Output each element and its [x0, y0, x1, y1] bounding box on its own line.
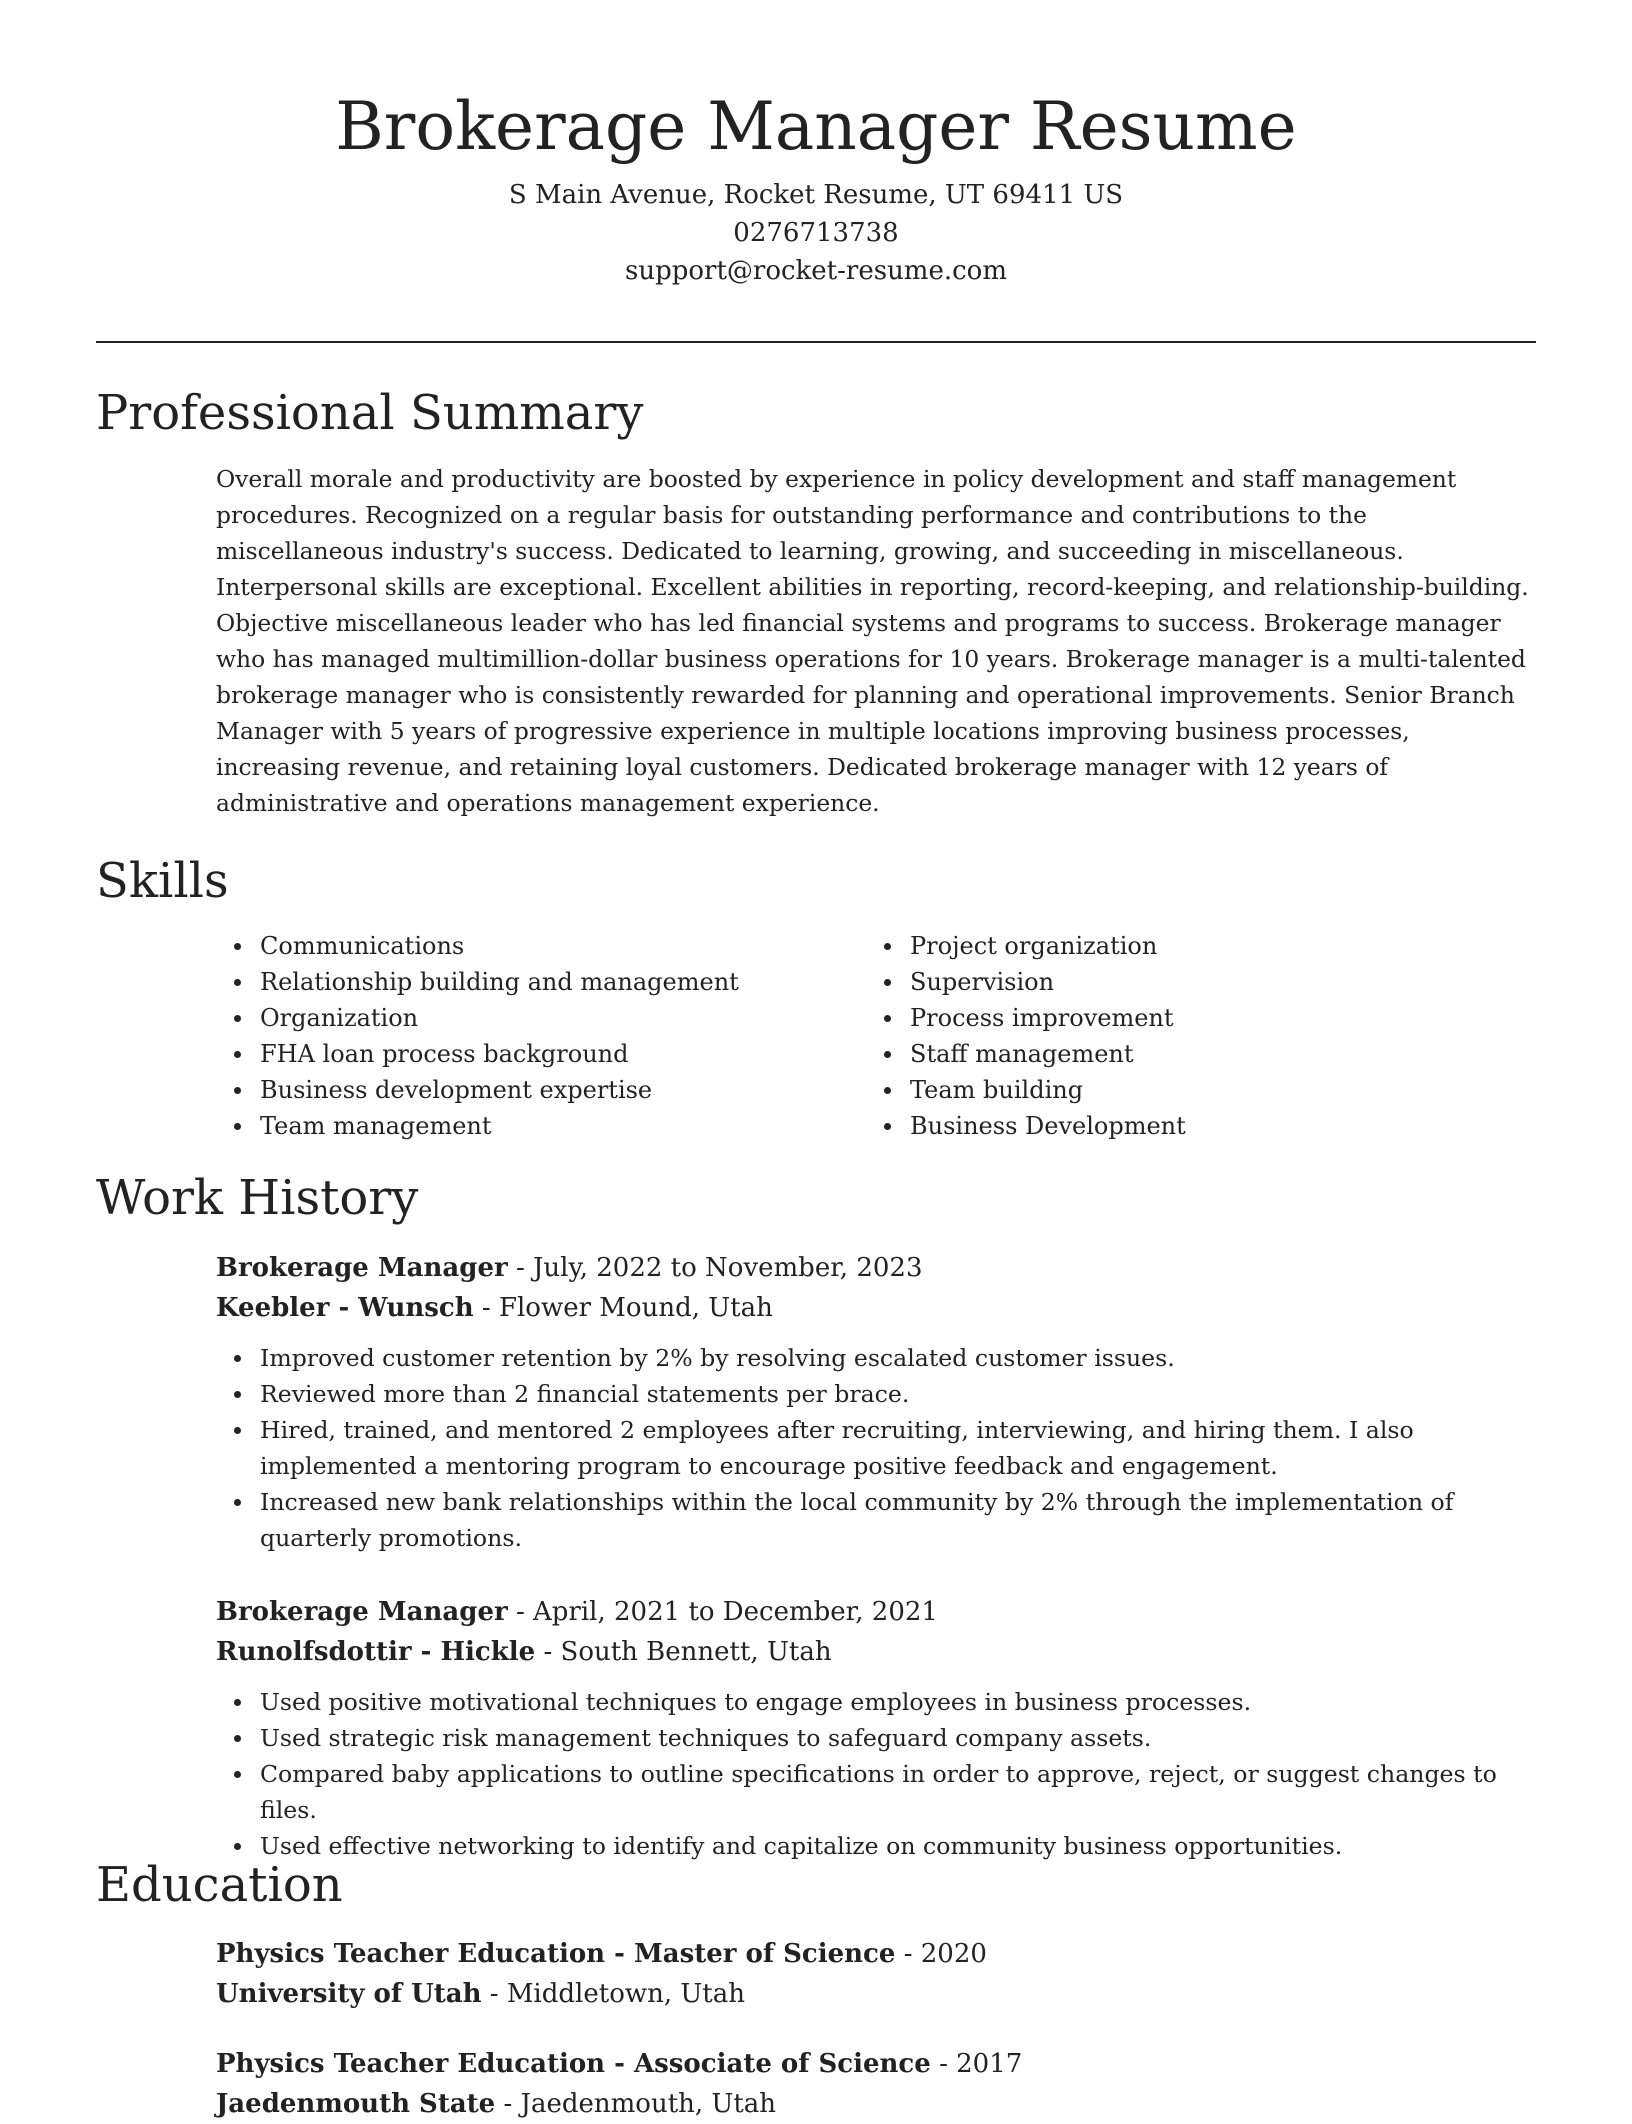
job-company: Runolfsdottir - Hickle — [216, 1637, 536, 1667]
job-bullet: Increased new bank relationships within the local community by 2% through the implementation of quarterly promotions. — [216, 1484, 1538, 1556]
skill-item: FHA loan process background — [216, 1036, 866, 1072]
degree-line — [216, 2044, 1538, 2084]
job-dates: - July, 2022 to November, 2023 — [507, 1253, 923, 1283]
education-heading: Education — [96, 1857, 343, 1913]
job-role: Brokerage Manager — [216, 1597, 508, 1627]
skills-column-left — [216, 928, 866, 1144]
email-text: support@rocket-resume.com — [624, 256, 1007, 286]
job-title-line — [216, 1592, 1538, 1632]
skill-item: Team management — [216, 1108, 866, 1144]
job-bullet: Hired, trained, and mentored 2 employees after recruiting, interviewing, and hiring them. I also implemented a mentoring program to encourage positive feedback and engagement. — [216, 1412, 1538, 1484]
job-bullet: Used strategic risk management techniques to safeguard company assets. — [216, 1720, 1538, 1756]
degree-field: Physics Teacher Education - Master of Science — [216, 1939, 896, 1969]
education-entry — [216, 1934, 1538, 2014]
summary-heading: Professional Summary — [96, 385, 644, 441]
skill-item: Organization — [216, 1000, 866, 1036]
degree-year: - 2017 — [930, 2049, 1023, 2079]
job-company-line — [216, 1288, 1538, 1328]
skills-list — [216, 928, 1538, 1144]
phone-text: 0276713738 — [733, 218, 899, 248]
school-location: - Middletown, Utah — [481, 1979, 745, 2009]
job-bullet: Used effective networking to identify and capitalize on community business opportunities. — [216, 1828, 1538, 1864]
school-name: Jaedenmouth State — [216, 2089, 496, 2119]
resume-header — [96, 82, 1536, 290]
skill-item: Supervision — [866, 964, 1516, 1000]
job-entry — [216, 1248, 1538, 1556]
degree-year: - 2020 — [895, 1939, 987, 1969]
work-history-heading: Work History — [96, 1170, 419, 1226]
skill-item: Project organization — [866, 928, 1516, 964]
school-location: - Jaedenmouth, Utah — [495, 2089, 777, 2119]
skills-heading: Skills — [96, 853, 229, 909]
skill-item: Business Development — [866, 1108, 1516, 1144]
degree-field: Physics Teacher Education - Associate of Science — [216, 2049, 931, 2079]
skill-item: Staff management — [866, 1036, 1516, 1072]
job-bullet: Used positive motivational techniques to engage employees in business processes. — [216, 1684, 1538, 1720]
skill-item: Team building — [866, 1072, 1516, 1108]
school-name: University of Utah — [216, 1979, 482, 2009]
job-role: Brokerage Manager — [216, 1253, 508, 1283]
resume-title: Brokerage Manager Resume — [335, 88, 1297, 165]
job-bullet: Reviewed more than 2 financial statements per brace. — [216, 1376, 1538, 1412]
skills-column-right — [866, 928, 1516, 1144]
skill-item: Process improvement — [866, 1000, 1516, 1036]
skill-item: Communications — [216, 928, 866, 964]
job-company-line — [216, 1632, 1538, 1672]
education-entry — [216, 2044, 1538, 2124]
job-dates: - April, 2021 to December, 2021 — [507, 1597, 938, 1627]
job-title-line — [216, 1248, 1538, 1288]
school-line — [216, 2084, 1538, 2124]
job-company: Keebler - Wunsch — [216, 1293, 474, 1323]
job-location: - Flower Mound, Utah — [473, 1293, 773, 1323]
degree-line — [216, 1934, 1538, 1974]
school-line — [216, 1974, 1538, 2014]
header-divider — [96, 341, 1536, 343]
skill-item: Relationship building and management — [216, 964, 866, 1000]
job-bullet: Improved customer retention by 2% by resolving escalated customer issues. — [216, 1340, 1538, 1376]
job-entry — [216, 1592, 1538, 1864]
skill-item: Business development expertise — [216, 1072, 866, 1108]
address-text: S Main Avenue, Rocket Resume, UT 69411 US — [508, 180, 1124, 210]
job-bullets — [216, 1340, 1538, 1556]
job-location: - South Bennett, Utah — [535, 1637, 832, 1667]
summary-text: Overall morale and productivity are boosted by experience in policy development and staff management procedures. Recognized on a regular basis for outstanding performance and contributions to the miscellaneous industry's success. Dedicated to learning, growing, and succeeding in miscellaneous. Interpersonal skills are exceptional. Excellent abilities in reporting, record-keeping, and relationship-building. Objective miscellaneous leader who has led financial systems and programs to success. Brokerage manager who has managed multimillion-dollar business operations for 10 years. Brokerage manager is a multi-talented brokerage manager who is consistently rewarded for planning and operational improvements. Senior Branch Manager with 5 years of progressive experience in multiple locations improving business processes, increasing revenue, and retaining loyal customers. Dedicated brokerage manager with 12 years of administrative and operations management experience. — [216, 465, 1529, 817]
job-bullet: Compared baby applications to outline specifications in order to approve, reject, or suggest changes to files. — [216, 1756, 1538, 1828]
job-bullets — [216, 1684, 1538, 1864]
